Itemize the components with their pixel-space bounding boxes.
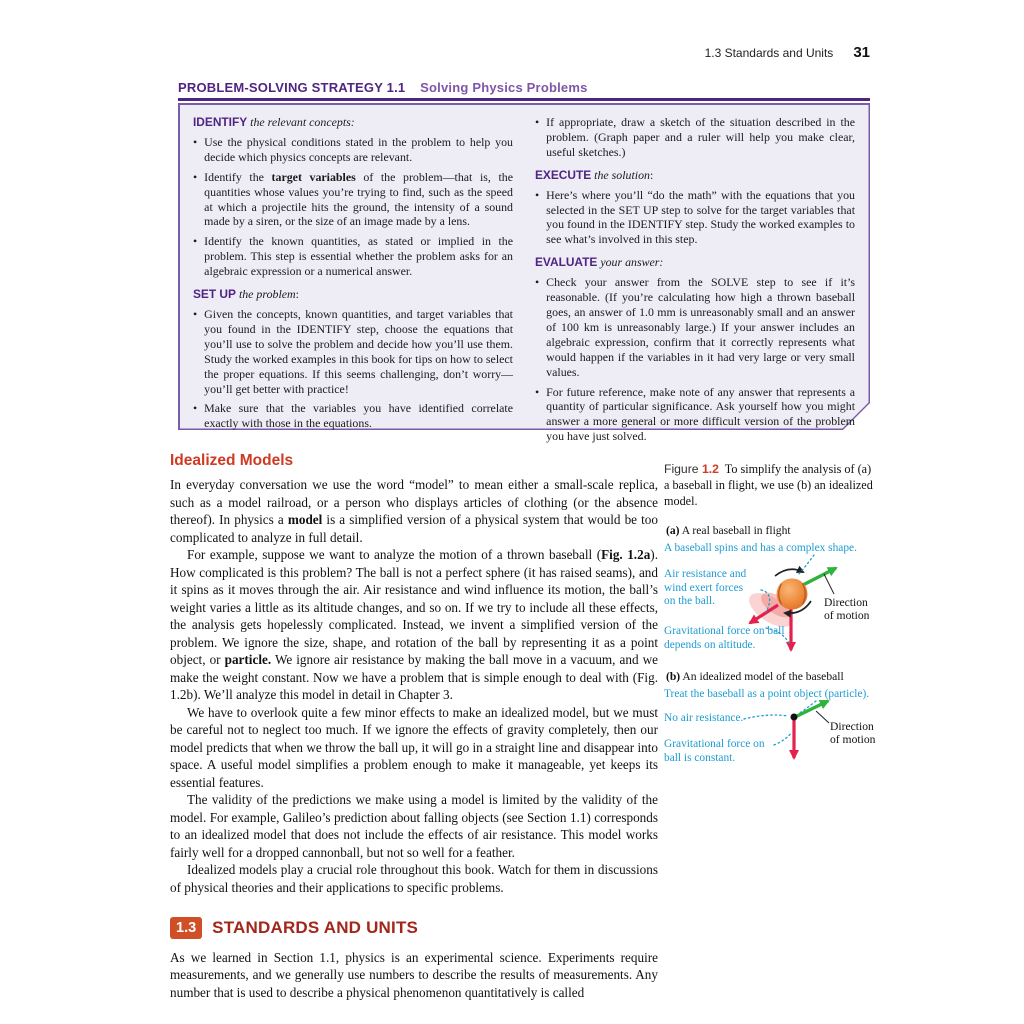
figure-annotation-air-a: Air resistance and wind exert forces on the ball. bbox=[664, 568, 747, 607]
strategy-bullet bbox=[193, 170, 513, 230]
figure-annotation-gravity-b: Gravitational force on ball is constant. bbox=[664, 738, 765, 764]
bullet-dot-icon: • bbox=[535, 275, 540, 290]
bullet-dot-icon: • bbox=[535, 187, 540, 202]
bullet-dot-icon: • bbox=[193, 306, 198, 321]
figure-direction-label-b: Direction of motion bbox=[830, 720, 876, 747]
figure-caption: Figure 1.2 To simplify the analysis of (a) a baseball in flight, we use (b) an idealized model. bbox=[664, 462, 873, 508]
body-paragraph-2: For example, suppose we want to analyze the motion of a thrown baseball (Fig. 1.2a). How complicated is this problem? The ball is not a perfect sphere (it has raised seams), and it spins as it moves through the air. Air resistance and wind influence its motion, the ball’s weight varies a little as its altitude changes, and so on. If we try to include all these effects, the analysis gets hopelessly complicated. Instead, we invent a simplified version of the problem. We ignore the size, shape, and rotation of the ball by representing it as a point object, or particle. We ignore air resistance by making the ball move in a vacuum, and we make the weight constant. Now we have a problem that is simple enough to deal with (Fig. 1.2b). We’ll analyze this model in detail in Chapter 3. bbox=[170, 547, 658, 702]
bullet-dot-icon: • bbox=[535, 384, 540, 399]
strategy-kicker bbox=[178, 80, 870, 95]
figure-annotation-gravity-a: Gravitational force on ball depends on altitude. bbox=[664, 625, 785, 651]
section-number-badge: 1.3 bbox=[170, 917, 202, 939]
body-paragraph-6: As we learned in Section 1.1, physics is an experimental science. Experiments require measurements, and we generally use numbers to describe the results of measurements. Any number that is used to describe a physical phenomenon quantitatively is called bbox=[170, 949, 658, 1000]
section-heading bbox=[170, 917, 658, 939]
bullet-text: Here’s where you’ll “do the math” with the equations that you selected in the SET UP step to solve for the target variables that you found in the IDENTIFY step. Study the worked examples to see what’s involved in this step. bbox=[546, 187, 855, 247]
body-paragraph-1: In everyday conversation we use the word “model” to mean either a small-scale replica, such as a model railroad, or a person who displays articles of clothing (or the absence thereof). In physics a model is a simplified version of a physical system that would be too complicated to analyze in full detail. bbox=[170, 477, 658, 545]
bullet-text: Use the physical conditions stated in the problem to help you decide which physics concepts are relevant. bbox=[204, 134, 513, 164]
strategy-bullet bbox=[193, 401, 513, 431]
strategy-kicker-label: PROBLEM-SOLVING STRATEGY 1.1 bbox=[178, 80, 406, 95]
strategy-title-rule bbox=[178, 98, 870, 101]
header-section-label: 1.3 Standards and Units bbox=[704, 46, 834, 60]
spin-arrow-top-icon bbox=[775, 569, 803, 576]
bullet-dot-icon: • bbox=[535, 115, 540, 129]
strategy-bullet bbox=[535, 115, 855, 160]
section-title: STANDARDS AND UNITS bbox=[212, 917, 419, 937]
strategy-bullet bbox=[193, 234, 513, 279]
strategy-bullet bbox=[535, 275, 855, 379]
direction-arrow-b bbox=[795, 701, 828, 717]
header-page-number: 31 bbox=[853, 44, 870, 61]
strategy-bullet bbox=[535, 188, 855, 248]
strategy-head-setup: SET UP the problem: bbox=[193, 287, 299, 302]
bullet-dot-icon: • bbox=[193, 234, 198, 249]
bullet-text: Check your answer from the SOLVE step to see if it’s reasonable. (If you’re calculating how high a thrown baseball goes, an answer of 1.0 mm is unreasonably small and an answer of 100 km is unreasonably large.) If your answer includes an algebraic expression, confirm that it correctly represents what would happen if the variables in it had very large or very small values. bbox=[546, 275, 855, 379]
baseball-icon bbox=[777, 579, 808, 610]
strategy-head-evaluate: EVALUATE your answer: bbox=[535, 255, 664, 270]
bullet-text: If appropriate, draw a sketch of the situation described in the problem. (Graph paper and a ruler will help you make clear, useful sketches.) bbox=[546, 115, 855, 159]
direction-arrow-a bbox=[801, 568, 836, 586]
strategy-box bbox=[178, 103, 870, 444]
bullet-dot-icon: • bbox=[193, 169, 198, 184]
direction-label-leader-b bbox=[816, 711, 829, 723]
bullet-dot-icon: • bbox=[193, 401, 198, 416]
bullet-text: Identify the known quantities, as stated or implied in the problem. This step is essential whether the problem asks for an algebraic expression or a numerical answer. bbox=[204, 234, 513, 279]
figure-1-2 bbox=[664, 462, 879, 812]
strategy-head-execute: EXECUTE the solution: bbox=[535, 167, 654, 182]
bullet-text: Make sure that the variables you have identified correlate exactly with those in the equations. bbox=[204, 401, 513, 431]
bullet-dot-icon: • bbox=[193, 134, 198, 149]
figure-part-a-label: (a) A real baseball in flight bbox=[666, 524, 791, 537]
bullet-text: Given the concepts, known quantities, and target variables that you found in the IDENTIFY step, choose the equations that you’ll use to solve the problem and decide how you’ll use them. Study the worked examples in this book for tips on how to select the proper equations. If this seems challenging, don’t worry—you’ll get better with practice! bbox=[204, 306, 513, 396]
strategy-column-right bbox=[535, 113, 855, 444]
figure-annotation-point: Treat the baseball as a point object (particle). bbox=[664, 688, 870, 700]
strategy-head-identify: IDENTIFY the relevant concepts: bbox=[193, 115, 355, 129]
strategy-bullet bbox=[193, 135, 513, 165]
direction-label-leader-a bbox=[824, 574, 834, 594]
idealized-models-heading: Idealized Models bbox=[170, 452, 294, 469]
figure-direction-label-a: Direction of motion bbox=[824, 596, 870, 623]
bullet-text: For future reference, make note of any answer that represents a quantity of particular significance. Ask yourself how you might answer a more general or more difficult version of the problem you have just solved. bbox=[546, 384, 855, 444]
body-paragraph-3: We have to overlook quite a few minor effects to make an idealized model, but we must be careful not to neglect too much. If we ignore the effects of gravity completely, then our model predicts that when we throw the ball up, it will go in a straight line and disappear into space. A useful model simplifies a problem enough to make it manageable, yet keeps its essential features. bbox=[170, 704, 658, 790]
page-header bbox=[705, 44, 870, 61]
body-paragraph-4: The validity of the predictions we make using a model is limited by the validity of the model. For example, Galileo’s prediction about falling objects (see Section 1.1) corresponds to an idealized model that does not include the effects of air resistance. This model works fairly well for a dropped cannonball, but not so well for a feather. bbox=[170, 792, 658, 860]
figure-annotation-spin: A baseball spins and has a complex shape. bbox=[664, 542, 857, 554]
spin-arrow-bottom-icon bbox=[785, 601, 811, 613]
figure-part-b-label: (b) An idealized model of the baseball bbox=[666, 670, 844, 683]
strategy-bullet bbox=[535, 385, 855, 445]
bullet-text: Identify the target variables of the problem—that is, the quantities whose values you’re trying to find, such as the speed at which a projectile hits the ground, the intensity of a sound made by a siren, or the size of an image made by a lens. bbox=[204, 169, 513, 229]
strategy-column-left bbox=[193, 113, 513, 431]
figure-annotation-air-b: No air resistance. bbox=[664, 712, 744, 724]
strategy-section bbox=[178, 80, 870, 444]
strategy-bullet bbox=[193, 307, 513, 396]
body-paragraph-5: Idealized models play a crucial role throughout this book. Watch for them in discussions of physical theories and their applications to specific problems. bbox=[170, 862, 658, 895]
point-object-dot bbox=[791, 714, 798, 721]
main-text-column bbox=[170, 452, 658, 1001]
strategy-kicker-title: Solving Physics Problems bbox=[420, 80, 588, 95]
